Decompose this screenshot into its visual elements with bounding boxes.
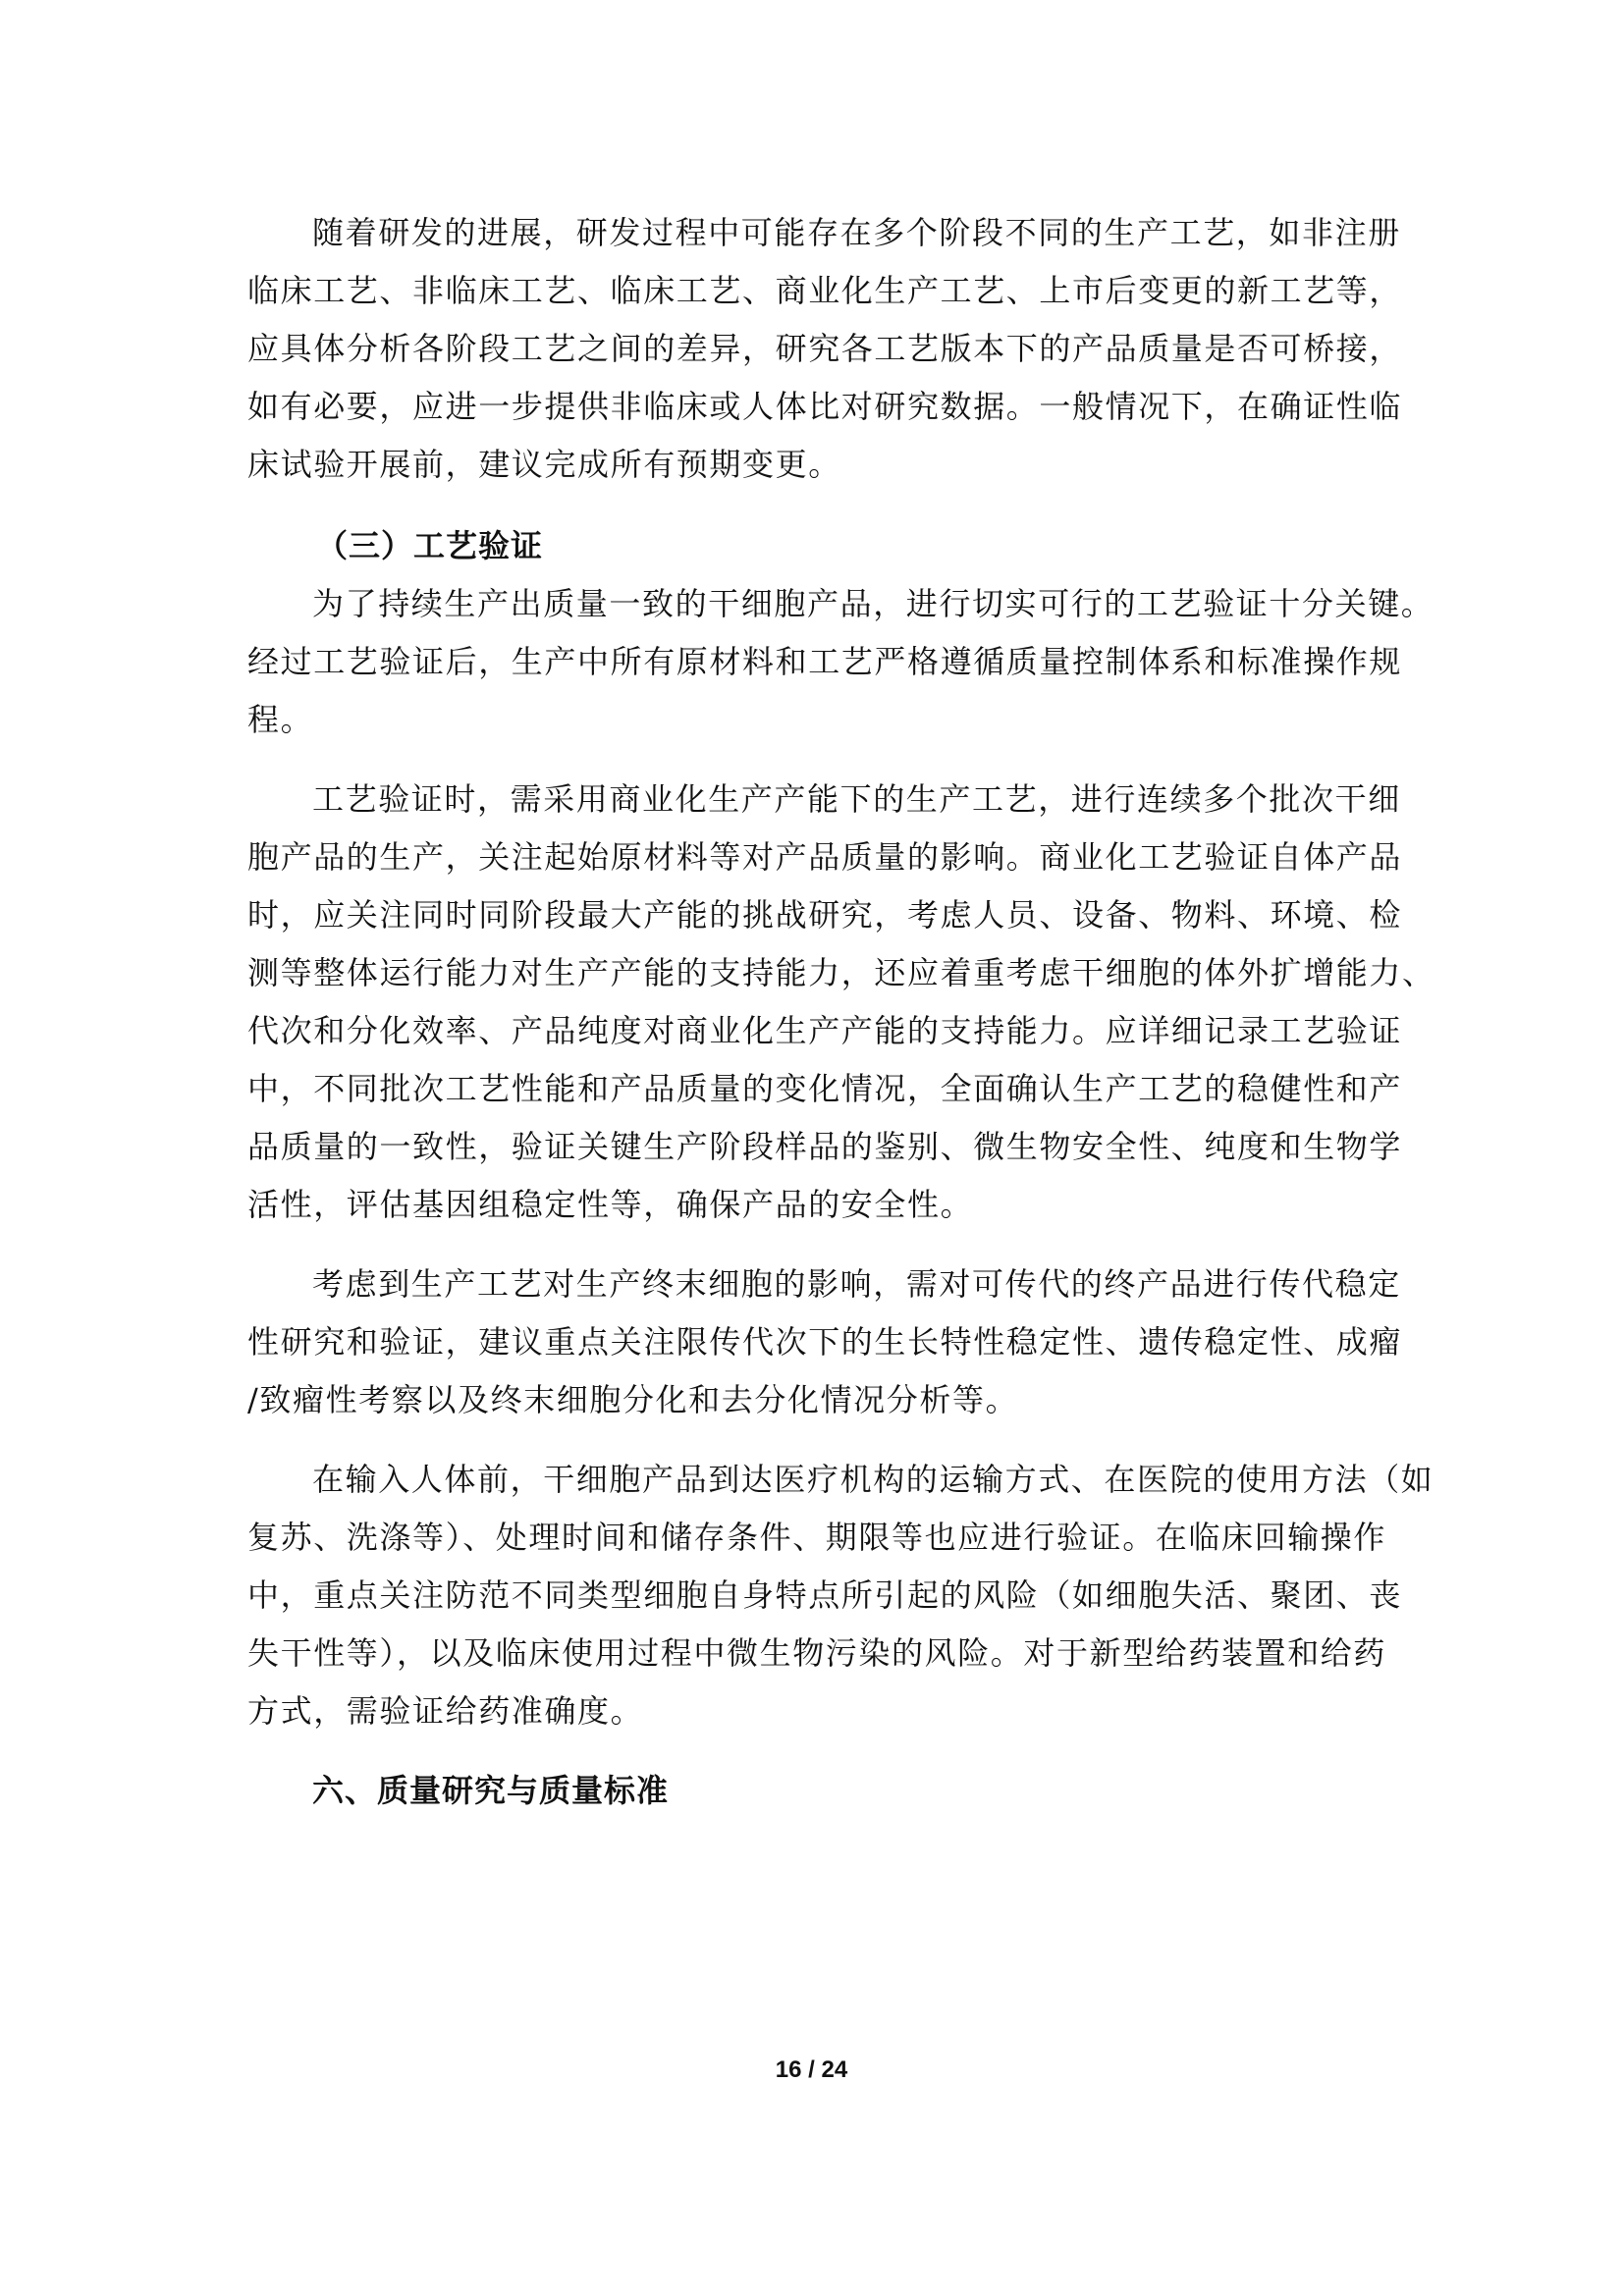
paragraph-line: 程。 (247, 701, 314, 738)
paragraph-validation-requirements (247, 771, 1435, 1234)
paragraph-line: 复苏、洗涤等）、处理时间和储存条件、期限等也应进行验证。在临床回输操作 (247, 1519, 1387, 1556)
paragraph-line: /致瘤性考察以及终末细胞分化和去分化情况分析等。 (247, 1381, 1019, 1418)
paragraph-line: 在输入人体前，干细胞产品到达医疗机构的运输方式、在医院的使用方法（如 (312, 1461, 1434, 1498)
paragraph-clinical-use-validation (247, 1451, 1434, 1740)
page-content (247, 204, 1435, 1820)
paragraph-line: 为了持续生产出质量一致的干细胞产品，进行切实可行的工艺验证十分关键。 (312, 585, 1434, 622)
paragraph-process-stages (247, 204, 1403, 494)
paragraph-line: 失干性等），以及临床使用过程中微生物污染的风险。对于新型给药装置和给药 (247, 1634, 1387, 1672)
paragraph-line: 测等整体运行能力对生产产能的支持能力，还应着重考虑干细胞的体外扩增能力、 (247, 954, 1435, 991)
paragraph-line: 随着研发的进展，研发过程中可能存在多个阶段不同的生产工艺，如非注册 (312, 214, 1401, 251)
section-heading: （三）工艺验证 (316, 527, 544, 564)
paragraph-line: 考虑到生产工艺对生产终末细胞的影响，需对可传代的终产品进行传代稳定 (312, 1265, 1401, 1303)
page-number: 16 / 24 (775, 2056, 848, 2083)
paragraph-validation-intro (247, 575, 1434, 749)
paragraph-line: 工艺验证时，需采用商业化生产产能下的生产工艺，进行连续多个批次干细 (312, 780, 1401, 818)
chapter-heading: 六、质量研究与质量标准 (312, 1772, 670, 1809)
paragraph-line: 如有必要，应进一步提供非临床或人体比对研究数据。一般情况下，在确证性临 (247, 388, 1403, 425)
paragraph-passage-stability (247, 1255, 1403, 1429)
paragraph-line: 活性，评估基因组稳定性等，确保产品的安全性。 (247, 1186, 974, 1223)
paragraph-line: 方式，需验证给药准确度。 (247, 1692, 644, 1730)
paragraph-line: 品质量的一致性，验证关键生产阶段样品的鉴别、微生物安全性、纯度和生物学 (247, 1128, 1403, 1165)
paragraph-line: 中，重点关注防范不同类型细胞自身特点所引起的风险（如细胞失活、聚团、丧 (247, 1576, 1403, 1614)
paragraph-line: 床试验开展前，建议完成所有预期变更。 (247, 446, 841, 483)
paragraph-line: 经过工艺验证后，生产中所有原材料和工艺严格遵循质量控制体系和标准操作规 (247, 643, 1403, 680)
paragraph-line: 中，不同批次工艺性能和产品质量的变化情况，全面确认生产工艺的稳健性和产 (247, 1070, 1403, 1107)
paragraph-line: 胞产品的生产，关注起始原材料等对产品质量的影响。商业化工艺验证自体产品 (247, 838, 1403, 876)
paragraph-line: 应具体分析各阶段工艺之间的差异，研究各工艺版本下的产品质量是否可桥接， (247, 330, 1403, 367)
paragraph-line: 性研究和验证，建议重点关注限传代次下的生长特性稳定性、遗传稳定性、成瘤 (247, 1323, 1403, 1361)
paragraph-line: 代次和分化效率、产品纯度对商业化生产产能的支持能力。应详细记录工艺验证 (247, 1012, 1403, 1049)
paragraph-line: 时，应关注同时同阶段最大产能的挑战研究，考虑人员、设备、物料、环境、检 (247, 896, 1403, 934)
paragraph-line: 临床工艺、非临床工艺、临床工艺、商业化生产工艺、上市后变更的新工艺等， (247, 272, 1403, 309)
